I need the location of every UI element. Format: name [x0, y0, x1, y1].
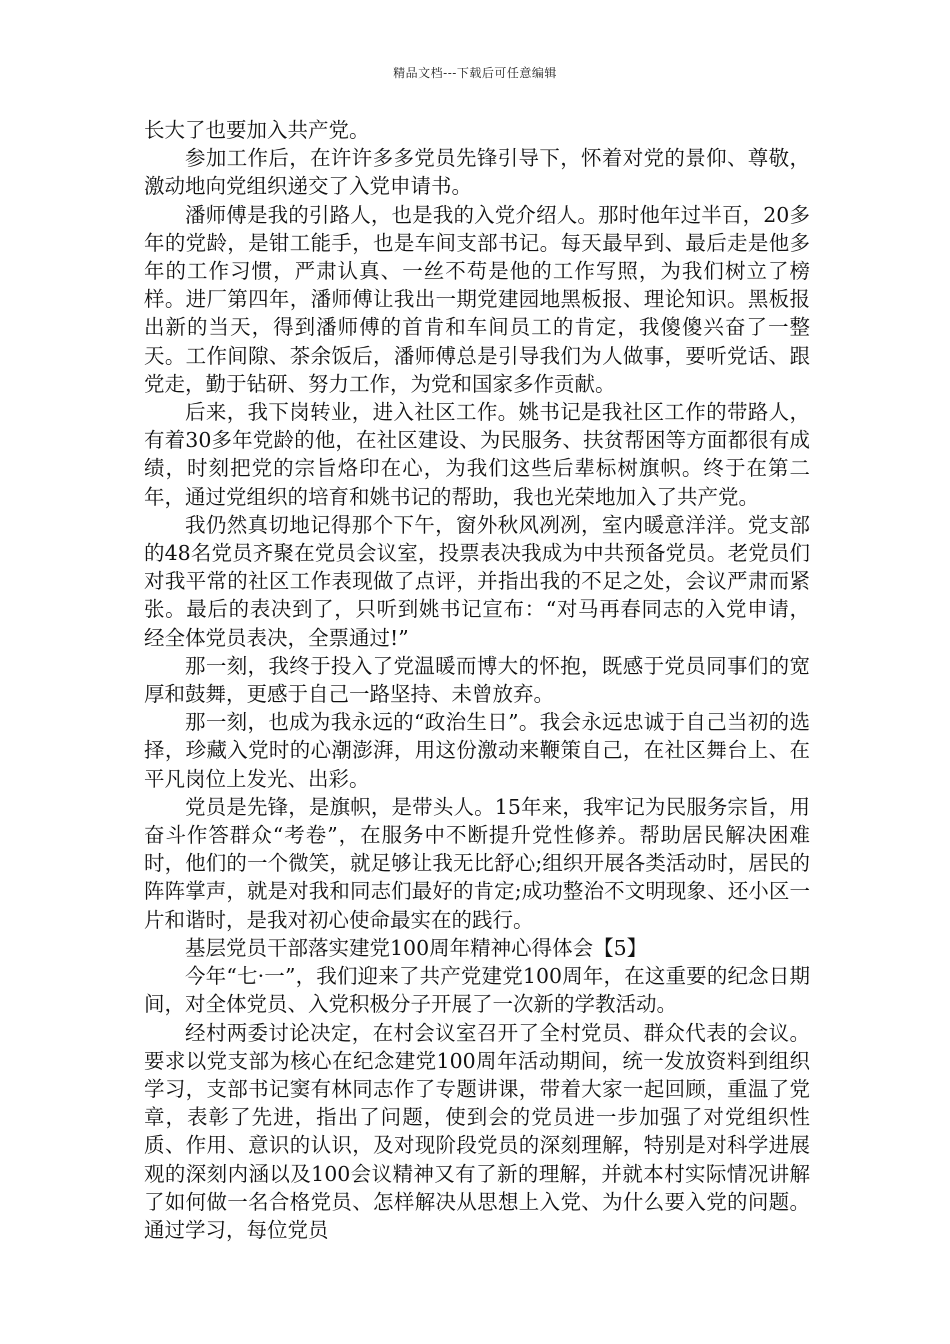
- paragraph: 经村两委讨论决定，在村会议室召开了全村党员、群众代表的会议。要求以党支部为核心在纪念建党100周年活动期间，统一发放资料到组织学习，支部书记窦有林同志作了专题讲课，带着大家一起回顾，重温了党章，表彰了先进，指出了问题，使到会的党员进一步加强了对党组织性质、作用、意识的认识，及对现阶段党员的深刻理解，特别是对科学进展观的深刻内涵以及100会议精神又有了新的理解，并就本村实际情况讲解了如何做一名合格党员、怎样解决从思想上入党、为什么要入党的问题。通过学习，每位党员: [144, 1020, 810, 1242]
- paragraph: 我仍然真切地记得那个下午，窗外秋风冽冽，室内暖意洋洋。党支部的48名党员齐聚在党员会议室，投票表决我成为中共预备党员。老党员们对我平常的社区工作表现做了点评，并指出我的不足之处，会议严肃而紧张。最后的表决到了，只听到姚书记宣布：“对马再春同志的入党申请，经全体党员表决，全票通过!”: [144, 512, 810, 650]
- paragraph: 今年“七·一”，我们迎来了共产党建党100周年，在这重要的纪念日期间，对全体党员、入党积极分子开展了一次新的学教活动。: [144, 964, 810, 1017]
- paragraph: 参加工作后，在许许多多党员先锋引导下，怀着对党的景仰、尊敬，激动地向党组织递交了入党申请书。: [144, 146, 810, 199]
- document-body: [144, 116, 810, 1244]
- section-heading: 基层党员干部落实建党100周年精神心得体会【5】: [185, 935, 648, 960]
- paragraph: 潘师傅是我的引路人，也是我的入党介绍人。那时他年过半百，20多年的党龄，是钳工能手，也是车间支部书记。每天最早到、最后走是他多年的工作习惯，严肃认真、一丝不苟是他的工作写照，为我们树立了榜样。进厂第四年，潘师傅让我出一期党建园地黑板报、理论知识。黑板报出新的当天，得到潘师傅的首肯和车间员工的肯定，我傻傻兴奋了一整天。工作间隙、茶余饭后，潘师傅总是引导我们为人做事，要听党话、跟党走，勤于钻研、努力工作，为党和国家多作贡献。: [144, 202, 810, 396]
- paragraph: 那一刻，我终于投入了党温暖而博大的怀抱，既感于党员同事们的宽厚和鼓舞，更感于自己一路坚持、未曾放弃。: [144, 653, 810, 707]
- paragraph: 党员是先锋，是旗帜，是带头人。15年来，我牢记为民服务宗旨，用奋斗作答群众“考卷”，在服务中不断提升党性修养。帮助居民解决困难时，他们的一个微笑，就足够让我无比舒心;组织开展各类活动时，居民的阵阵掌声，就是对我和同志们最好的肯定;成功整治不文明现象、还小区一片和谐时，是我对初心使命最实在的践行。: [144, 794, 810, 932]
- page-header: 精品文档---下载后可任意编辑: [393, 66, 557, 80]
- paragraph: 长大了也要加入共产党。: [144, 118, 370, 142]
- paragraph: 后来，我下岗转业，进入社区工作。姚书记是我社区工作的带路人，有着30多年党龄的他，在社区建设、为民服务、扶贫帮困等方面都很有成绩，时刻把党的宗旨烙印在心，为我们这些后辈标树旗帜。终于在第二年，通过党组织的培育和姚书记的帮助，我也光荣地加入了共产党。: [144, 400, 810, 509]
- paragraph: 那一刻，也成为我永远的“政治生日”。我会永远忠诚于自己当初的选择，珍藏入党时的心潮澎湃，用这份激动来鞭策自己，在社区舞台上、在平凡岗位上发光、出彩。: [144, 710, 810, 791]
